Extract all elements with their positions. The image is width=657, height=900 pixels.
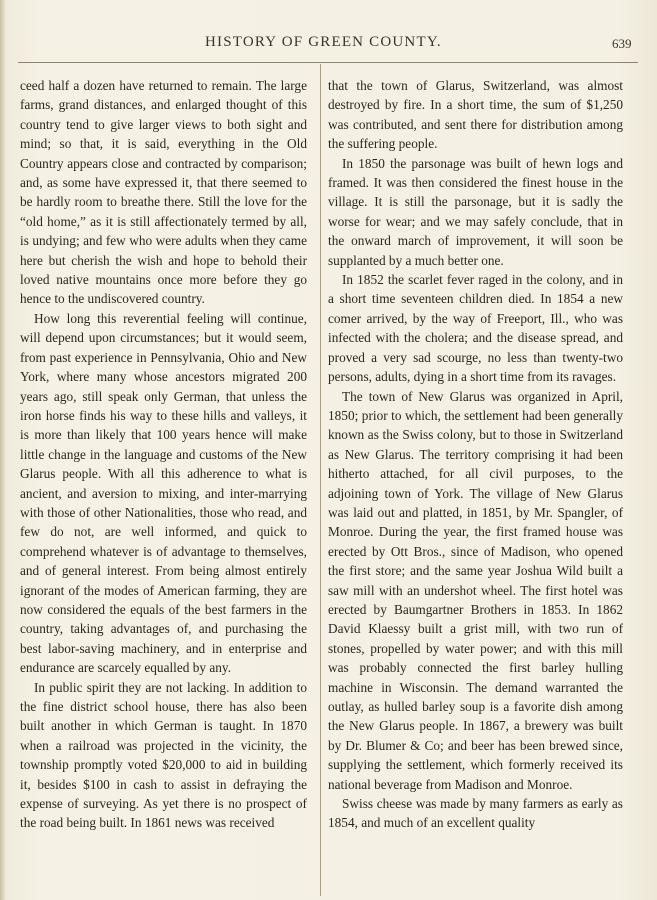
paragraph: How long this reverential feeling will continue, will depend upon circumstances; but it would seem, from past experience in Pennsylvania, Ohio and New York, where many whose ancestors migrated 200 years ago, still speak only German, that unless the iron horse finds his way to these hills and valleys, it is more than likely that 100 years hence will make little change in the language and customs of the New Glarus people. With all this adherence to what is ancient, and aversion to mixing, and inter-marrying with those of other Nationalities, those who read, and few do not, are well informed, and quick to comprehend whatever is of advantage to themselves, and of general interest. From being almost entirely ignorant of the modes of American farming, they are now considered the equals of the best farmers in the country, taking advantages of, and purchasing the best labor-saving machinery, and in enterprise and endurance are scarcely equalled by any.	[20, 310, 307, 676]
page-edge-shadow	[0, 0, 6, 900]
paragraph: In 1850 the parsonage was built of hewn logs and framed. It was then considered the finest house in the village. It is still the parsonage, but it is sadly the worse for wear; and we may safely conclude, that in the onward march of improvement, it will soon be supplanted by a much better one.	[328, 155, 623, 268]
page-number: 639	[612, 36, 632, 51]
paragraph: ceed half a dozen have returned to remain. The large farms, grand distances, and enlarged thought of this country tend to give larger views to both sight and mind; so that, it is said, everything in the Old Country appears close and contracted by comparison; and, as some have expressed it, that there seemed to be hardly room to breathe there. Still the love for the “old home,” as it is still affectionately termed by all, is undying; and few who were adults when they came here but cherish the wish and hope to behold their loved native mountains once more before they go hence to the undiscovered country.	[20, 78, 307, 307]
page-header	[0, 30, 657, 54]
running-head: HISTORY OF GREEN COUNTY.	[205, 34, 442, 50]
header-rule	[18, 62, 638, 63]
left-column	[20, 76, 307, 833]
paragraph: that the town of Glarus, Switzerland, was almost destroyed by fire. In a short time, the sum of $1,250 was contributed, and sent there for distribution among the suffering people.	[328, 78, 623, 152]
paragraph: In 1852 the scarlet fever raged in the colony, and in a short time seventeen children died. In 1854 a new comer arrived, by the way of Freeport, Ill., who was infected with the cholera; and the disease spread, and proved a very sad scourge, no less than twenty-two persons, adults, dying in a short time from its ravages.	[328, 272, 623, 385]
paragraph: In public spirit they are not lacking. In addition to the fine district school house, there has also been built another in which German is taught. In 1870 when a railroad was projected in the vicinity, the township promptly voted $20,000 to aid in building it, besides $100 in cash to assist in defraying the expense of surveying. As yet there is no prospect of the road being built. In 1861 news was received	[20, 679, 307, 831]
right-column	[328, 76, 623, 833]
column-divider	[320, 64, 321, 896]
paragraph: The town of New Glarus was organized in April, 1850; prior to which, the settlement had been generally known as the Swiss colony, but to those in Switzerland as New Glarus. The territory comprising it had been hitherto attached, for all civil purposes, to the adjoining town of York. The village of New Glarus was laid out and platted, in 1851, by Mr. Spangler, of Monroe. During the year, the first framed house was erected by Ott Bros., since of Madison, who opened the first store; and the same year Joshua Wild built a saw mill with an undershot wheel. The first hotel was erected by Baumgartner Brothers in 1853. In 1862 David Klaessy built a grist mill, with two run of stones, propelled by water power; and with this mill was probably connected the first barley hulling machine in Wisconsin. The demand warranted the outlay, as hulled barley soup is a favorite dish among the New Glarus people. In 1867, a brewery was built by Dr. Blumer & Co; and beer has been brewed since, supplying the settlement, which formerly received its national beverage from Madison and Monroe.	[328, 388, 623, 792]
paragraph: Swiss cheese was made by many farmers as early as 1854, and much of an excellent quality	[328, 796, 623, 831]
